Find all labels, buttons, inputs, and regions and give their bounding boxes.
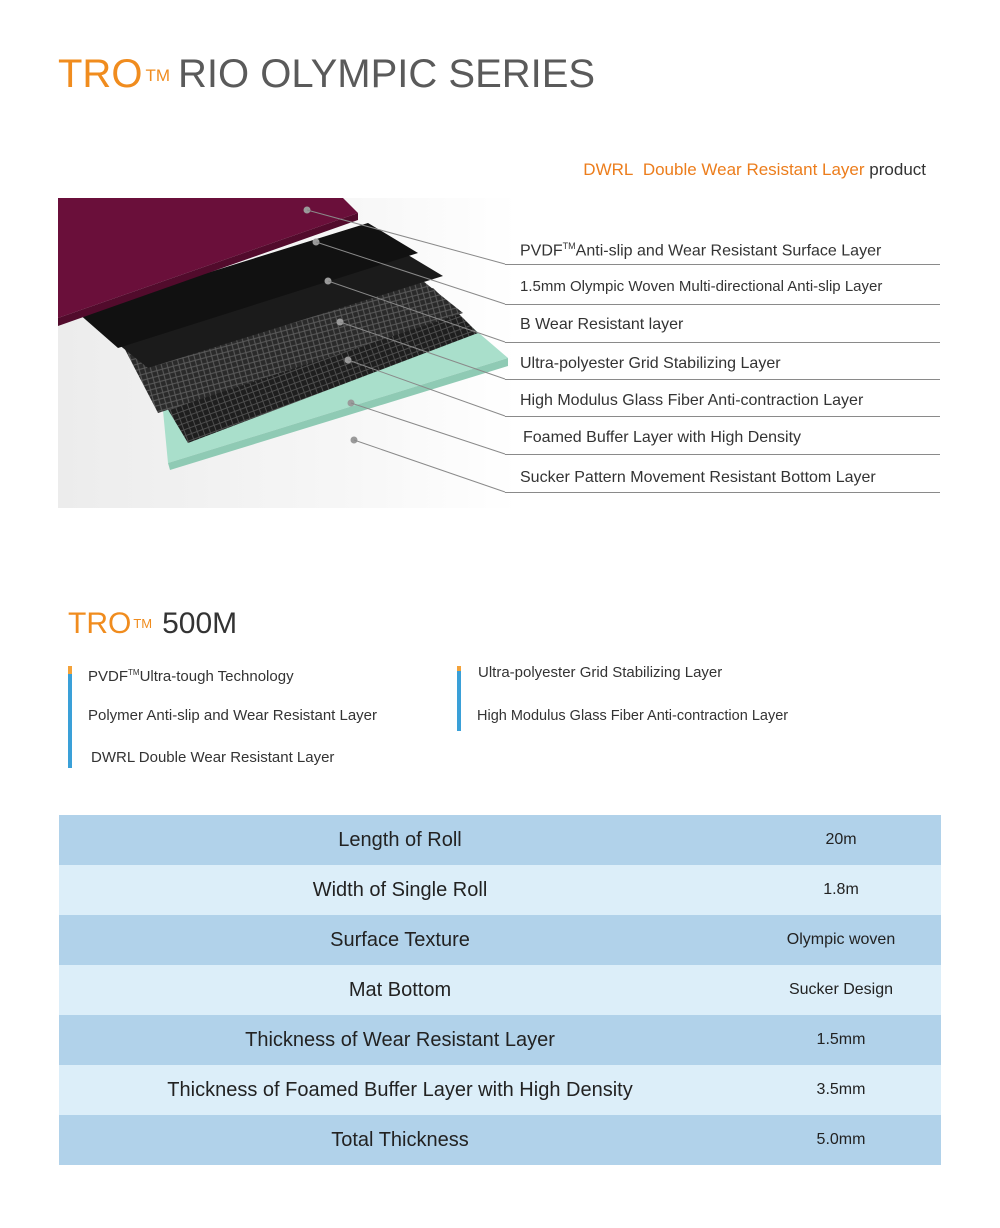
layer-label-6: Foamed Buffer Layer with High Density	[523, 429, 802, 446]
layer-label-2: 1.5mm Olympic Woven Multi-directional Anti-slip Layer	[520, 278, 883, 295]
feature-accent-bar-left	[68, 666, 72, 768]
spec-table	[59, 815, 941, 1165]
table-row	[59, 915, 941, 965]
spec-value: 20m	[741, 815, 941, 865]
layer-label-3: B Wear Resistant layer	[520, 316, 684, 333]
tagline-highlight: Double Wear Resistant Layer	[642, 160, 865, 179]
table-row	[59, 1065, 941, 1115]
spec-label: Total Thickness	[59, 1115, 741, 1165]
layer-divider-3	[505, 342, 940, 343]
tagline-suffix: product	[869, 160, 926, 179]
feature-dwrl: DWRL Double Wear Resistant Layer	[91, 749, 335, 766]
layer-divider-4	[505, 379, 940, 380]
table-row	[59, 1115, 941, 1165]
layer-label-1: PVDF™Anti-slip and Wear Resistant Surface Layer	[520, 241, 882, 260]
feature-glass-fiber: High Modulus Glass Fiber Anti-contraction Layer	[477, 708, 789, 724]
feature-grid: Ultra-polyester Grid Stabilizing Layer	[478, 664, 723, 681]
spec-label: Thickness of Foamed Buffer Layer with High Density	[59, 1065, 741, 1115]
table-row	[59, 815, 941, 865]
product-tagline	[583, 160, 926, 180]
table-row	[59, 865, 941, 915]
layer-divider-5	[505, 416, 940, 417]
spec-label: Width of Single Roll	[59, 865, 741, 915]
layer-label-4: Ultra-polyester Grid Stabilizing Layer	[520, 355, 781, 372]
layer-divider-6	[505, 454, 940, 455]
spec-value: Sucker Design	[741, 965, 941, 1015]
spec-label: Thickness of Wear Resistant Layer	[59, 1015, 741, 1065]
feature-accent-bar-right	[457, 666, 461, 731]
model-title	[68, 604, 237, 644]
spec-label: Surface Texture	[59, 915, 741, 965]
trademark-symbol: TM	[145, 66, 170, 85]
layer-divider-1	[505, 264, 940, 265]
model-brand: TRO	[68, 607, 132, 640]
layer-divider-7	[505, 492, 940, 493]
feature-pvdf: PVDF™Ultra-tough Technology	[88, 668, 294, 685]
spec-value: 5.0mm	[741, 1115, 941, 1165]
table-row	[59, 1015, 941, 1065]
page-title	[58, 50, 595, 98]
brand-name: TRO	[58, 52, 143, 96]
spec-label: Mat Bottom	[59, 965, 741, 1015]
spec-value: 3.5mm	[741, 1065, 941, 1115]
feature-polymer: Polymer Anti-slip and Wear Resistant Layer	[88, 707, 378, 724]
spec-value: 1.8m	[741, 865, 941, 915]
layer-label-5: High Modulus Glass Fiber Anti-contraction Layer	[520, 392, 864, 409]
spec-label: Length of Roll	[59, 815, 741, 865]
tagline-dwrl: DWRL	[583, 160, 634, 179]
model-name: 500M	[162, 607, 238, 640]
layer-label-7: Sucker Pattern Movement Resistant Bottom Layer	[520, 469, 876, 486]
spec-value: 1.5mm	[741, 1015, 941, 1065]
table-row	[59, 965, 941, 1015]
series-name: RIO OLYMPIC SERIES	[177, 52, 596, 96]
layer-divider-2	[505, 304, 940, 305]
model-trademark: TM	[133, 616, 153, 631]
spec-value: Olympic woven	[741, 915, 941, 965]
